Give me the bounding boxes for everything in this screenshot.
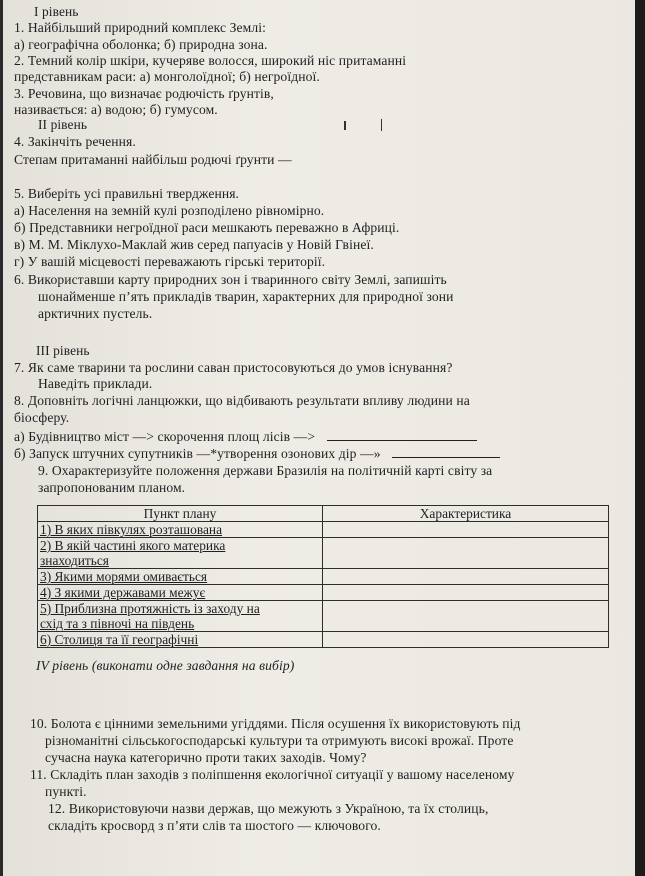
question-8-line-2: біосферу. (14, 410, 70, 425)
brazil-plan-table (37, 505, 609, 648)
question-12-line-2: складіть кросворд з п’яти слів та шостого — ключового. (48, 818, 381, 833)
plan-item-cell (38, 538, 323, 569)
answer-cell[interactable] (323, 538, 609, 569)
question-3: 3. Речовина, що визначає родючість ґрунтів, (14, 86, 274, 101)
table-row (38, 522, 609, 538)
table-row (38, 538, 609, 569)
question-5-option-c: в) М. М. Міклухо-Маклай жив серед папуасів у Новій Гвінеї. (14, 237, 374, 252)
question-10-line-3: сучасна наука категорично проти таких заходів. Чому? (45, 750, 367, 765)
plan-item-cell: 6) Столиця та її географічні (38, 632, 323, 648)
plan-item-line-2: знаходиться (40, 553, 109, 568)
question-5-option-a: а) Населення на земній кулі розподілено рівномірно. (14, 203, 325, 218)
question-6: 6. Використавши карту природних зон і тваринного світу Землі, запишіть (14, 272, 447, 287)
pen-mark (344, 121, 346, 130)
table-row (38, 569, 609, 585)
question-8-chain-a (14, 428, 477, 445)
question-1: 1. Найбільший природний комплекс Землі: (14, 20, 267, 35)
question-11: 11. Складіть план заходів з поліпшення екологічної ситуації у вашому населеному (30, 767, 515, 782)
pen-mark (381, 119, 382, 131)
question-2: 2. Темний колір шкіри, кучеряве волосся, широкий ніс притаманні (14, 53, 407, 68)
column-header-characteristic: Характеристика (323, 506, 609, 522)
question-8-chain-b (14, 445, 500, 462)
plan-item-cell: 4) З якими державами межує (38, 585, 323, 601)
table-row (38, 632, 609, 648)
question-7: 7. Як саме тварини та рослини саван пристосовуються до умов існування? (14, 360, 453, 375)
plan-item-cell: 1) В яких півкулях розташована (38, 522, 323, 538)
column-header-plan-item: Пункт плану (38, 506, 323, 522)
answer-cell[interactable] (323, 569, 609, 585)
table-row (38, 601, 609, 632)
question-3-options: називається: а) водою; б) гумусом. (14, 102, 218, 117)
table-row (38, 585, 609, 601)
question-12: 12. Використовуючи назви держав, що межують з Україною, та їх столиць, (48, 801, 489, 816)
question-5: 5. Виберіть усі правильні твердження. (14, 186, 240, 201)
question-9: 9. Охарактеризуйте положення держави Бразилія на політичній карті світу за (38, 463, 493, 478)
answer-blank-b[interactable] (392, 445, 500, 458)
chain-a-text: а) Будівництво міст —> скорочення площ лісів —> (14, 429, 316, 444)
page-edge-right (635, 0, 645, 876)
level-3-heading: ІІІ рівень (36, 343, 90, 358)
table-header-row (38, 506, 609, 522)
answer-cell[interactable] (323, 522, 609, 538)
question-2-options: представникам раси: а) монголоїдної; б) негроїдної. (14, 69, 320, 84)
question-4-sentence: Степам притаманні найбільш родючі ґрунти — (14, 152, 292, 167)
question-9-line-2: запропонованим планом. (38, 480, 186, 495)
question-6-line-2: шонайменше п’ять прикладів тварин, характерних для природної зони (38, 289, 454, 304)
answer-cell[interactable] (323, 585, 609, 601)
page-edge-left (0, 0, 3, 876)
question-8: 8. Доповніть логічні ланцюжки, що відбивають результати впливу людини на (14, 393, 470, 408)
level-4-heading: ІV рівень (виконати одне завдання на вибір) (36, 658, 295, 673)
question-7-line-2: Наведіть приклади. (38, 376, 153, 391)
question-5-option-b: б) Представники негроїдної раси мешкають переважно в Африці. (14, 220, 400, 235)
answer-cell[interactable] (323, 632, 609, 648)
plan-item-line-1: 5) Приблизна протяжність із заходу на (40, 601, 260, 616)
question-10-line-2: різноманітні сільськогосподарські культури та отримують високі врожаї. Проте (45, 733, 514, 748)
answer-blank-a[interactable] (327, 428, 477, 441)
chain-b-text: б) Запуск штучних супутників —*утворення озонових дір —» (14, 446, 381, 461)
question-5-option-d: г) У вашій місцевості переважають гірські території. (14, 254, 326, 269)
level-1-heading: І рівень (34, 4, 79, 19)
plan-item-line-1: 2) В якій частині якого материка (40, 538, 226, 553)
answer-cell[interactable] (323, 601, 609, 632)
question-1-options: а) географічна оболонка; б) природна зона. (14, 37, 268, 52)
question-4: 4. Закінчіть речення. (14, 134, 136, 149)
plan-item-line-2: схід та з півночі на південь (40, 616, 195, 631)
question-10: 10. Болота є цінними земельними угіддями. Після осушення їх використовують під (30, 716, 521, 731)
question-6-line-3: арктичних пустель. (38, 306, 153, 321)
plan-item-cell: 3) Якими морями омивається (38, 569, 323, 585)
question-11-line-2: пункті. (45, 784, 87, 799)
level-2-heading: ІІ рівень (38, 117, 88, 132)
plan-item-cell (38, 601, 323, 632)
